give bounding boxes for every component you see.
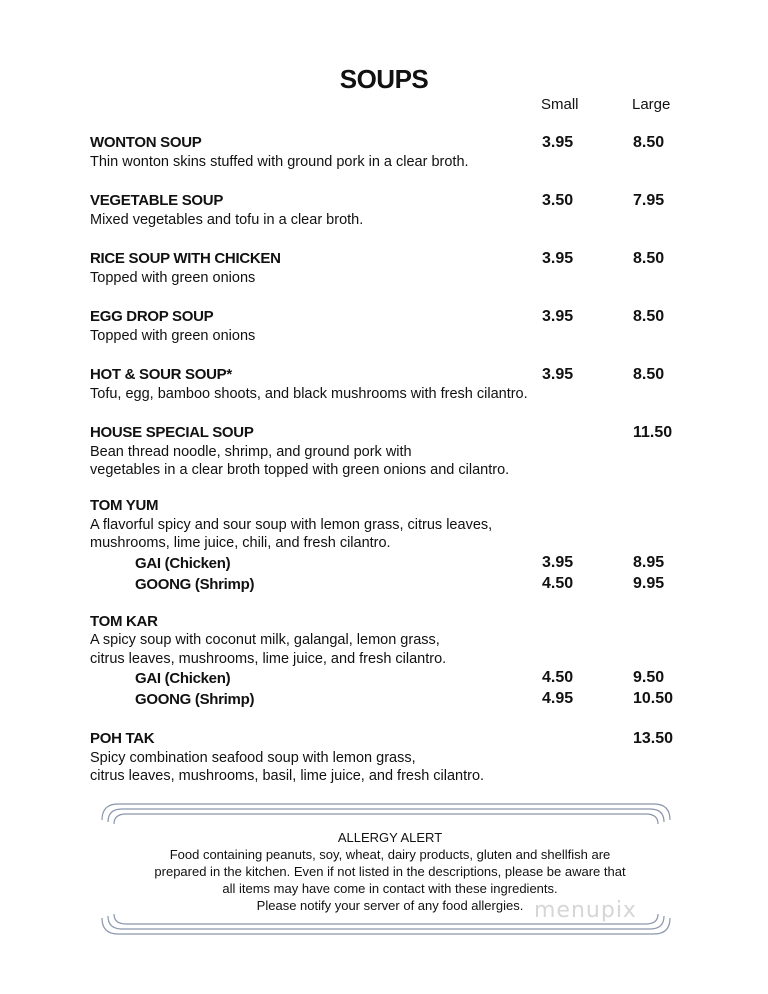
price-large: 9.95 xyxy=(633,575,665,592)
menu-item-name: VEGETABLE SOUP xyxy=(90,192,224,209)
menu-option-name: GOONG (Shrimp) xyxy=(135,691,255,708)
price-small: 4.50 xyxy=(542,669,574,686)
price-large: 8.50 xyxy=(633,134,665,151)
menu-item-name: EGG DROP SOUP xyxy=(90,308,214,325)
menupix-watermark: menupix xyxy=(534,898,637,923)
allergy-heading: ALLERGY ALERT xyxy=(337,830,443,845)
price-large: 8.50 xyxy=(633,308,665,325)
price-small: 3.95 xyxy=(542,308,574,325)
menu-item-description: citrus leaves, mushrooms, lime juice, and fresh cilantro. xyxy=(90,651,447,667)
menu-item-description: vegetables in a clear broth topped with green onions and cilantro. xyxy=(90,462,510,478)
column-header-large: Large xyxy=(632,96,671,113)
allergy-line: prepared in the kitchen. Even if not listed in the descriptions, please be aware that xyxy=(154,864,626,879)
price-small: 3.50 xyxy=(542,192,574,209)
column-header-small: Small xyxy=(541,96,579,113)
price-small: 3.95 xyxy=(542,134,574,151)
menu-item-name: TOM KAR xyxy=(90,613,158,630)
price-small: 3.95 xyxy=(542,250,574,267)
price-large: 13.50 xyxy=(633,730,674,747)
menu-item-description: Mixed vegetables and tofu in a clear broth. xyxy=(90,212,364,228)
menu-option-name: GOONG (Shrimp) xyxy=(135,576,255,593)
menu-item-description: citrus leaves, mushrooms, basil, lime juice, and fresh cilantro. xyxy=(90,768,485,784)
price-small: 4.50 xyxy=(542,575,574,592)
menu-item-name: HOUSE SPECIAL SOUP xyxy=(90,424,254,441)
page-title: SOUPS xyxy=(339,64,429,94)
price-small: 4.95 xyxy=(542,690,574,707)
allergy-line: all items may have come in contact with these ingredients. xyxy=(222,881,558,896)
menu-item-description: A flavorful spicy and sour soup with lemon grass, citrus leaves, xyxy=(90,517,493,533)
price-large: 9.50 xyxy=(633,669,665,686)
menu-option-name: GAI (Chicken) xyxy=(135,555,231,572)
allergy-line: Please notify your server of any food allergies. xyxy=(256,898,524,913)
menu-item-description: Topped with green onions xyxy=(90,328,256,344)
menu-item-name: WONTON SOUP xyxy=(90,134,202,151)
allergy-line: Food containing peanuts, soy, wheat, dairy products, gluten and shellfish are xyxy=(169,847,611,862)
price-large: 8.95 xyxy=(633,554,665,571)
menu-item-name: POH TAK xyxy=(90,730,155,747)
menu-option-name: GAI (Chicken) xyxy=(135,670,231,687)
menu-item-description: Spicy combination seafood soup with lemon grass, xyxy=(90,750,416,766)
price-small: 3.95 xyxy=(542,554,574,571)
price-large: 11.50 xyxy=(633,424,673,441)
price-large: 8.50 xyxy=(633,250,665,267)
price-small: 3.95 xyxy=(542,366,574,383)
menu-item-description: Topped with green onions xyxy=(90,270,256,286)
price-large: 10.50 xyxy=(633,690,674,707)
menu-item-description: mushrooms, lime juice, chili, and fresh cilantro. xyxy=(90,535,391,551)
menu-item-description: Thin wonton skins stuffed with ground pork in a clear broth. xyxy=(90,154,469,170)
menu-item-name: TOM YUM xyxy=(90,497,159,514)
menu-item-name: RICE SOUP WITH CHICKEN xyxy=(90,250,281,267)
menu-item-description: A spicy soup with coconut milk, galangal, lemon grass, xyxy=(90,632,440,648)
menu-item-description: Tofu, egg, bamboo shoots, and black mushrooms with fresh cilantro. xyxy=(90,386,528,402)
menu-item-name: HOT & SOUR SOUP* xyxy=(90,366,232,383)
price-large: 7.95 xyxy=(633,192,665,209)
price-large: 8.50 xyxy=(633,366,665,383)
menu-item-description: Bean thread noodle, shrimp, and ground pork with xyxy=(90,444,412,460)
